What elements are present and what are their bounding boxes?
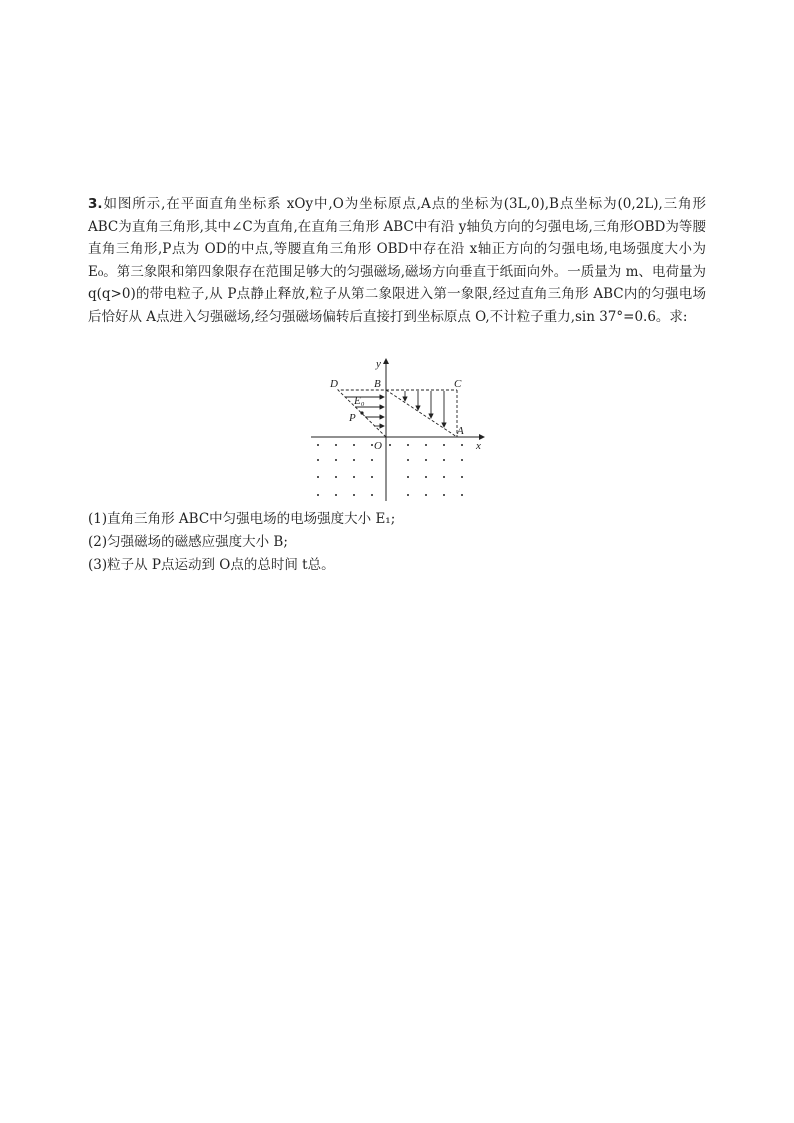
label-c: C <box>454 378 462 390</box>
sub-questions <box>88 508 706 577</box>
magnetic-field-dots <box>317 444 463 496</box>
physics-diagram <box>308 355 488 503</box>
coordinate-diagram-svg <box>308 355 488 503</box>
label-d: D <box>330 378 338 390</box>
point-p <box>360 411 363 414</box>
question-2: (2)匀强磁场的磁感应强度大小 B; <box>88 534 288 550</box>
label-b: B <box>374 378 381 390</box>
problem-number: 3. <box>88 196 103 212</box>
label-p: P <box>349 412 356 424</box>
label-x: x <box>476 440 481 452</box>
triangle-abc-hypotenuse <box>386 390 457 437</box>
label-a: A <box>457 425 464 437</box>
question-3: (3)粒子从 P点运动到 O点的总时间 t总。 <box>88 557 335 573</box>
e1-field-arrows <box>405 391 444 427</box>
question-1: (1)直角三角形 ABC中匀强电场的电场强度大小 E₁; <box>88 511 396 527</box>
label-o: O <box>374 440 382 452</box>
label-y: y <box>376 358 381 370</box>
problem-statement <box>88 193 706 329</box>
label-e0: E₀ <box>354 395 365 407</box>
problem-text: 如图所示,在平面直角坐标系 xOy中,O为坐标原点,A点的坐标为(3L,0),B点坐标为(0,2L),三角形 ABC为直角三角形,其中∠C为直角,在直角三角形 ABC中有沿 y轴负方向的匀强电场,三角形OBD为等腰直角三角形,P点为 OD的中点,等腰直角三角形 OBD中存在沿 x轴正方向的匀强电场,电场强度大小为 E₀。第三象限和第四象限存在范围足够大的匀强磁场,磁场方向垂直于纸面向外。一质量为 m、电荷量为 q(q>0)的带电粒子,从 P点静止释放,粒子从第二象限进入第一象限,经过直角三角形 ABC内的匀强电场后恰好从 A点进入匀强磁场,经匀强磁场偏转后直接打到坐标原点 O,不计粒子重力,sin 37°=0.6。求: <box>88 196 706 325</box>
